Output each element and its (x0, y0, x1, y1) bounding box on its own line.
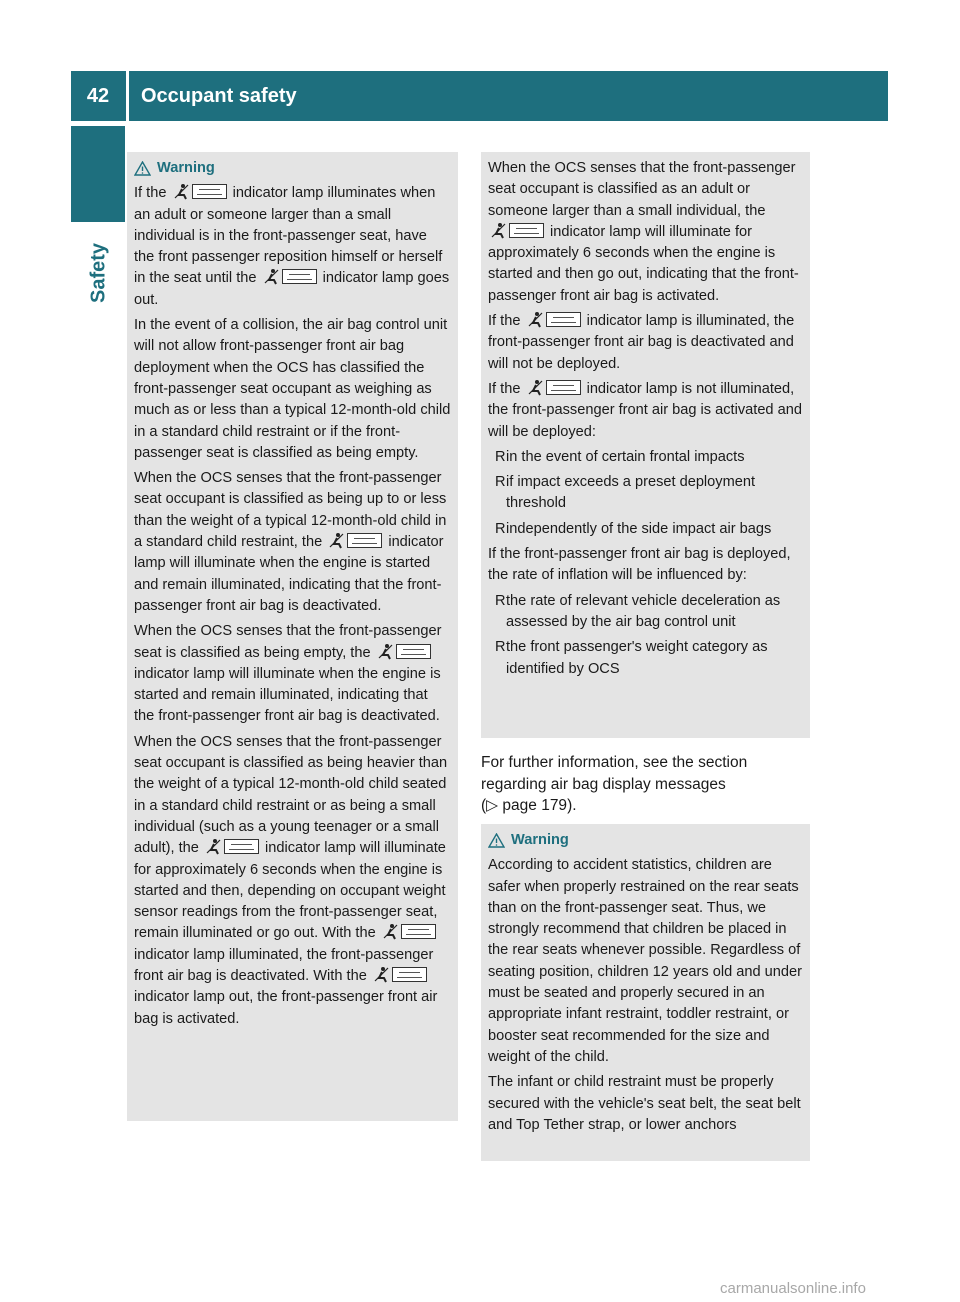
pass-air-bag-off-indicator-icon (490, 222, 544, 239)
pass-air-bag-off-indicator-icon (173, 183, 227, 200)
list-item: R in the event of certain frontal impacts (495, 448, 745, 465)
left-paragraph-3: When the OCS senses that the front-passenger seat occupant is classified as being up to or less than the weight of a typical 12-month-old child in a standard child restraint, the indicator lamp will illuminate when the engine is started and remain illuminated, indicating that the front-passenger front air bag is deactivated. (134, 470, 447, 614)
section-label: Safety (87, 242, 110, 304)
pass-air-bag-off-indicator-icon (373, 966, 427, 983)
inflation-factors-list (488, 591, 803, 680)
right-paragraph-4: If the front-passenger front air bag is deployed, the rate of inflation will be influenced by: (488, 546, 791, 584)
page-reference-link[interactable]: page 179 (502, 797, 568, 814)
warning-heading (488, 830, 803, 851)
header-divider (126, 71, 129, 121)
pass-air-bag-off-indicator-icon (527, 311, 581, 328)
left-paragraph-5: When the OCS senses that the front-passenger seat occupant is classified as being heavier than the weight of a typical 12-month-old child seated in a standard child restraint or as being a small individual (such as a young teenager or a small adult), the indicator lamp will illuminate for approximately 6 seconds when the engine is started and then, depending on occupant weight sensor readings from the front-passenger seat, remain illuminated or go out. With the indicator lamp illuminated, the front-passenger front air bag is deactivated. With the indicator lamp out, the front-passenger front air bag is activated. (134, 733, 448, 1027)
section-tab (71, 126, 125, 222)
pass-air-bag-off-indicator-icon (377, 643, 431, 660)
warning-label: Warning (511, 832, 569, 848)
left-warning-box (127, 152, 458, 1121)
pass-air-bag-off-indicator-icon (382, 923, 436, 940)
pass-air-bag-off-indicator-icon (527, 379, 581, 396)
page-reference-arrow-icon: ▷ (486, 797, 499, 814)
warning-triangle-icon (488, 833, 505, 848)
warning-heading (134, 158, 451, 179)
children-warning-box (481, 824, 810, 1161)
right-info-box (481, 152, 810, 738)
warning-label: Warning (157, 160, 215, 176)
right-paragraph-3: If the indicator lamp is not illuminated, the front-passenger front air bag is activated and will be deployed: (488, 380, 802, 440)
right-paragraph-1: When the OCS senses that the front-passenger seat occupant is classified as an adult or someone larger than a small individual, the indicator lamp will illuminate for approximately 6 seconds when the engine is started and then go out, indicating that the front-passenger front air bag is activated. (488, 160, 799, 304)
further-info-paragraph: For further information, see the section regarding air bag display messages (▷ page 179). (481, 754, 748, 814)
deployment-conditions-list (488, 447, 803, 540)
left-paragraph-2: In the event of a collision, the air bag control unit will not allow front-passenger front air bag deployment when the OCS has classified the front-passenger seat occupant as weighing as much as or less than a typical 12-month-old child in a standard child restraint or if the front-passenger seat is classified as being empty. (134, 317, 451, 461)
children-warning-paragraph-1: According to accident statistics, children are safer when properly restrained on the rear seats than on the front-passenger seat. Thus, we strongly recommend that children be placed in the rear seats whenever possible. Regardless of seating position, children 12 years old and under must be seated and properly secured in an appropriate infant restraint, toddler restraint, or booster seat recommended for the size and weight of the child. (488, 857, 802, 1065)
pass-air-bag-off-indicator-icon (328, 532, 382, 549)
children-warning-paragraph-2: The infant or child restraint must be properly secured with the vehicle's seat belt, the seat belt and Top Tether strap, or lower anchors (488, 1074, 801, 1133)
page-number: 42 (86, 84, 110, 107)
list-item: R the front passenger's weight category as identified by OCS (495, 639, 768, 677)
left-paragraph-1: If the indicator lamp illuminates when an adult or someone larger than a small individual is in the front-passenger seat, have the front passenger reposition himself or herself in the seat until the indicator lamp goes out. (134, 185, 450, 308)
right-paragraph-2: If the indicator lamp is illuminated, the front-passenger front air bag is deactivated and will not be deployed. (488, 313, 795, 372)
list-item: R independently of the side impact air bags (495, 520, 772, 537)
left-paragraph-4: When the OCS senses that the front-passenger seat is classified as being empty, the indicator lamp will illuminate when the engine is started and remain illuminated, indicating that the front-passenger front air bag is deactivated. (134, 623, 442, 725)
list-item: R if impact exceeds a preset deployment threshold (495, 474, 756, 512)
page-title: Occupant safety (141, 84, 297, 107)
pass-air-bag-off-indicator-icon (205, 838, 259, 855)
list-item: R the rate of relevant vehicle deceleration as assessed by the air bag control unit (495, 592, 781, 630)
warning-triangle-icon (134, 161, 151, 176)
watermark: carmanualsonline.info (720, 1280, 866, 1297)
pass-air-bag-off-indicator-icon (263, 268, 317, 285)
